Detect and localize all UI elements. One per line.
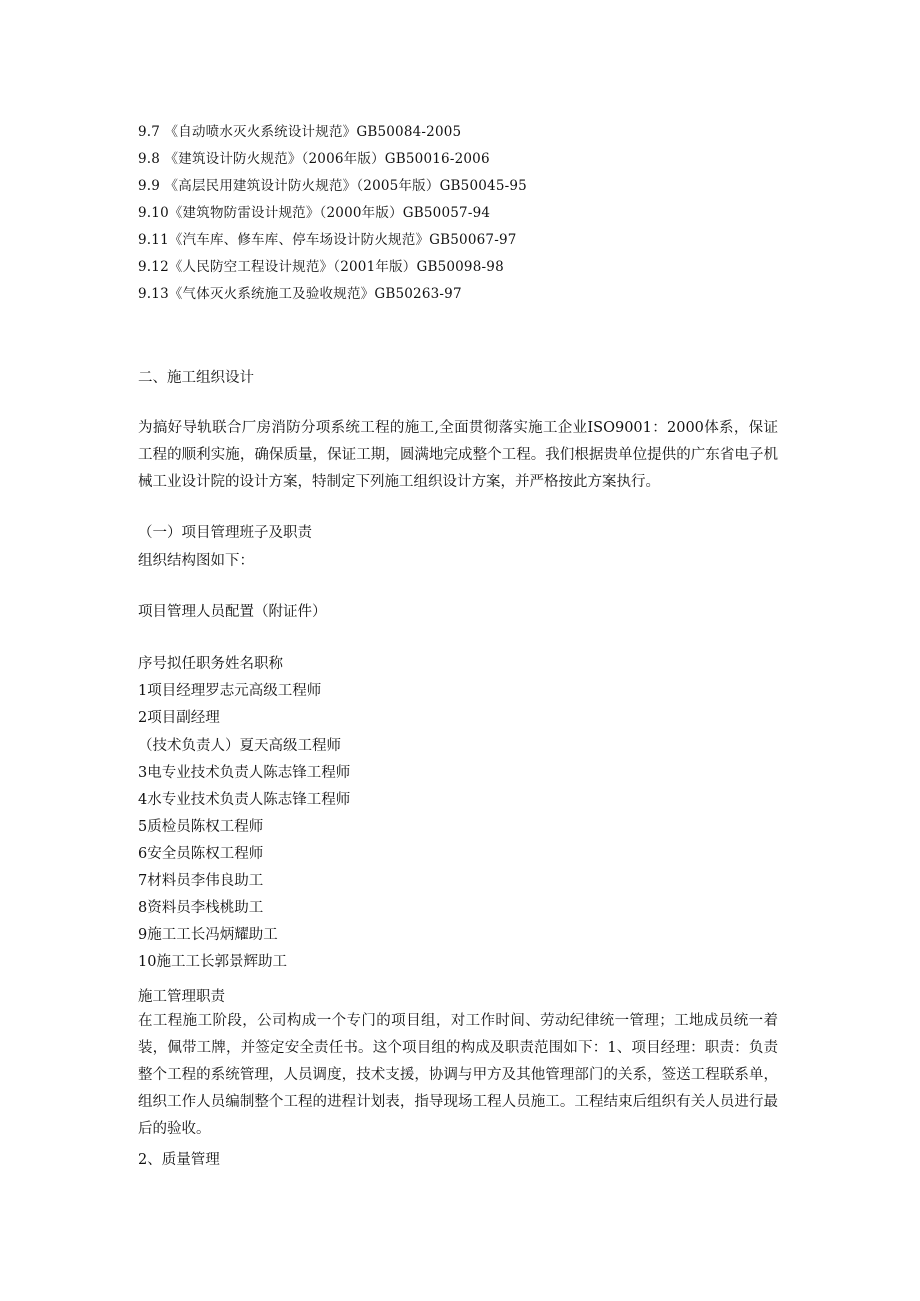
quality-heading: 2、质量管理	[138, 1152, 220, 1168]
org-chart-label: 组织结构图如下：	[138, 553, 254, 569]
standard-item: 9.9 《高层民用建筑设计防火规范》（2005年版）GB50045-95	[138, 178, 527, 194]
staff-row: 9施工工长冯炳耀助工	[138, 927, 278, 943]
staff-row: 5质检员陈权工程师	[138, 819, 264, 835]
duties-paragraph: 在工程施工阶段，公司构成一个专门的项目组，对工作时间、劳动纪律统一管理；工地成员统一着装，佩带工牌，并签定安全责任书。这个项目组的构成及职责范围如下：1、项目经理：职责：负责整个工程的系统管理，人员调度，技术支援，协调与甲方及其他管理部门的关系，签送工程联系单，组织工作人员编制整个工程的进程计划表，指导现场工程人员施工。工程结束后组织有关人员进行最后的验收。	[138, 1013, 778, 1137]
staff-row: 2项目副经理	[138, 710, 220, 726]
staff-header: 序号拟任职务姓名职称	[138, 656, 283, 672]
duties-title: 施工管理职责	[138, 989, 225, 1005]
standard-item: 9.8 《建筑设计防火规范》（2006年版）GB50016-2006	[138, 151, 490, 167]
staff-row: （技术负责人）夏天高级工程师	[138, 738, 341, 754]
section-heading: 二、施工组织设计	[138, 370, 254, 386]
staff-row: 3电专业技术负责人陈志锋工程师	[138, 765, 351, 781]
subsection-heading: （一）项目管理班子及职责	[138, 525, 312, 541]
standard-item: 9.7 《自动喷水灭火系统设计规范》GB50084-2005	[138, 124, 462, 140]
standard-item: 9.10《建筑物防雷设计规范》（2000年版）GB50057-94	[138, 205, 491, 221]
standard-item: 9.13《气体灭火系统施工及验收规范》GB50263-97	[138, 286, 462, 302]
intro-paragraph: 为搞好导轨联合厂房消防分项系统工程的施工,全面贯彻落实施工企业ISO9001：2000体系，保证工程的顺利实施，确保质量，保证工期，圆满地完成整个工程。我们根据贵单位提供的广东省电子机械工业设计院的设计方案，特制定下列施工组织设计方案，并严格按此方案执行。	[138, 420, 778, 490]
staff-row: 7材料员李伟良助工	[138, 873, 264, 889]
staff-row: 8资料员李栈桃助工	[138, 900, 264, 916]
staff-row: 1项目经理罗志元高级工程师	[138, 683, 322, 699]
staff-row: 10施工工长郭景辉助工	[138, 954, 287, 970]
staff-title: 项目管理人员配置（附证件）	[138, 604, 327, 620]
staff-row: 6安全员陈权工程师	[138, 846, 264, 862]
standard-item: 9.12《人民防空工程设计规范》（2001年版）GB50098-98	[138, 259, 504, 275]
staff-row: 4水专业技术负责人陈志锋工程师	[138, 792, 351, 808]
standard-item: 9.11《汽车库、修车库、停车场设计防火规范》GB50067-97	[138, 232, 517, 248]
